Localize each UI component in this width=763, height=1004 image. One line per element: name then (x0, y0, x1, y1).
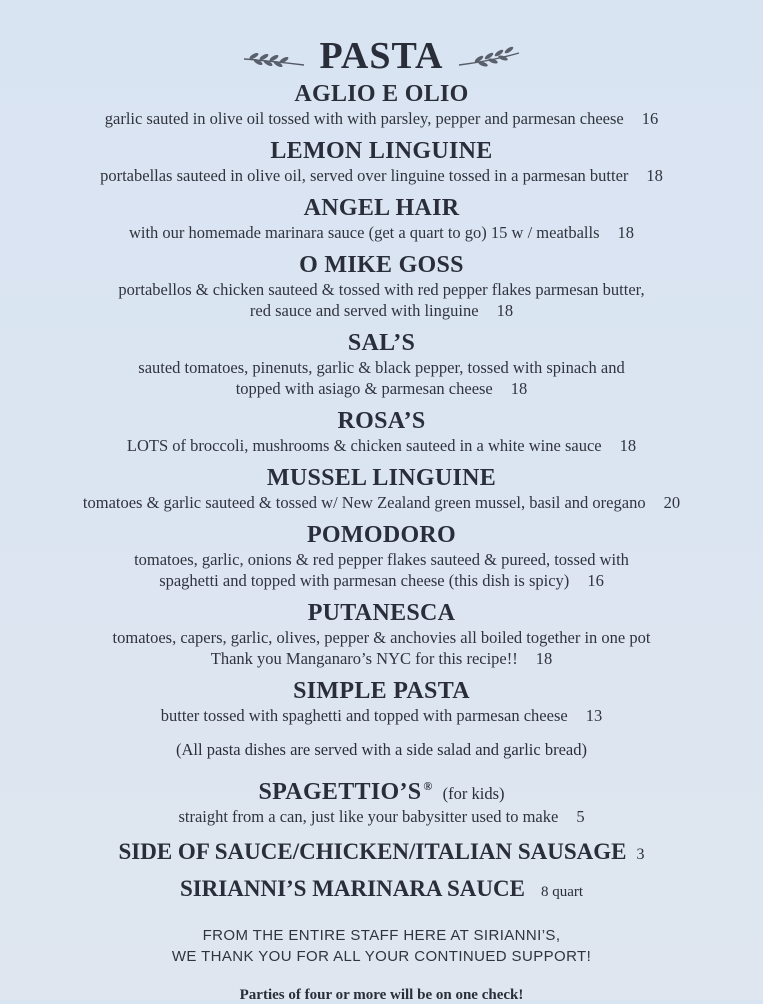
extra-item-name: SIRIANNI’S MARINARA SAUCE (179, 876, 525, 901)
item-price: 18 (496, 301, 514, 320)
item-price: 20 (663, 493, 681, 512)
laurel-sprig-left-icon (242, 45, 306, 67)
item-price: 18 (617, 223, 635, 242)
kids-item-price: 5 (576, 807, 585, 826)
menu-item (0, 464, 763, 513)
item-description: butter tossed with spaghetti and topped with parmesan cheese 13 (160, 706, 603, 725)
item-description: LOTS of broccoli, mushrooms & chicken sauteed in a white wine sauce 18 (126, 436, 637, 455)
kids-item-description: straight from a can, just like your babysitter used to make 5 (178, 807, 585, 826)
extra-item-price: 8 quart (540, 884, 584, 900)
item-description: tomatoes & garlic sauteed & tossed w/ New Zealand green mussel, basil and oregano 20 (82, 493, 681, 512)
menu-item (0, 251, 763, 321)
item-name: O MIKE GOSS (299, 252, 464, 278)
extra-item (0, 835, 763, 872)
item-description: portabellos & chicken sauteed & tossed with red pepper flakes parmesan butter, red sauce and served with linguine 18 (118, 280, 645, 320)
menu-item (0, 407, 763, 456)
menu-item (0, 599, 763, 669)
item-description: garlic sauted in olive oil tossed with with parsley, pepper and parmesan cheese 16 (104, 109, 659, 128)
item-name: SAL’S (347, 330, 416, 356)
item-description: tomatoes, capers, garlic, olives, pepper & anchovies all boiled together in one pot Thank you Manganaro’s NYC for this recipe!! 18 (112, 628, 651, 668)
item-description: sauted tomatoes, pinenuts, garlic & black pepper, tossed with spinach and topped with asiago & parmesan cheese 18 (138, 358, 625, 398)
item-name: SIMPLE PASTA (293, 678, 470, 704)
item-price: 18 (510, 379, 528, 398)
extra-item-name: SIDE OF SAUCE/CHICKEN/ITALIAN SAUSAGE (118, 839, 627, 864)
item-name: POMODORO (306, 522, 457, 548)
item-name: ROSA’S (337, 408, 426, 434)
menu-item (0, 677, 763, 726)
kids-item-header (0, 772, 763, 806)
registered-mark: ® (423, 779, 433, 793)
item-name: ANGEL HAIR (303, 195, 460, 221)
kids-item-name: SPAGETTIO’S ® (258, 779, 433, 805)
serving-note: (All pasta dishes are served with a side salad and garlic bread) (176, 740, 587, 759)
kids-item-note: (for kids) (442, 784, 505, 803)
menu-item (0, 80, 763, 129)
item-name: AGLIO E OLIO (294, 81, 469, 107)
item-description: portabellas sauteed in olive oil, served over linguine tossed in a parmesan butter 18 (100, 166, 663, 185)
extra-item-price: 3 (636, 846, 645, 863)
item-name: MUSSEL LINGUINE (266, 465, 497, 491)
item-name: PUTANESCA (307, 600, 456, 626)
item-price: 13 (585, 706, 603, 725)
item-price: 18 (646, 166, 663, 185)
menu-item (0, 194, 763, 243)
item-name: LEMON LINGUINE (270, 138, 493, 164)
extra-item (0, 872, 763, 909)
party-policy-note: Parties of four or more will be on one check! (239, 987, 524, 1003)
item-price: 18 (619, 436, 637, 455)
laurel-sprig-right-icon (457, 45, 521, 67)
item-price: 16 (587, 571, 604, 590)
menu-item (0, 521, 763, 591)
item-price: 16 (641, 109, 659, 128)
thank-you-message (0, 925, 763, 967)
item-price: 18 (535, 649, 553, 668)
menu-title: PASTA (319, 35, 444, 77)
item-description: with our homemade marinara sauce (get a quart to go) 15 w / meatballs 18 (128, 223, 635, 242)
menu-item (0, 137, 763, 186)
kids-item (0, 772, 763, 827)
menu-item (0, 329, 763, 399)
menu-header (0, 32, 763, 80)
thank-you-line: FROM THE ENTIRE STAFF HERE AT SIRIANNI’S, (202, 927, 561, 944)
thank-you-line: WE THANK YOU FOR ALL YOUR CONTINUED SUPPORT! (171, 948, 592, 965)
item-description: tomatoes, garlic, onions & red pepper flakes sauteed & pureed, tossed with spaghetti and topped with parmesan cheese (this dish is spicy) 16 (134, 550, 629, 590)
